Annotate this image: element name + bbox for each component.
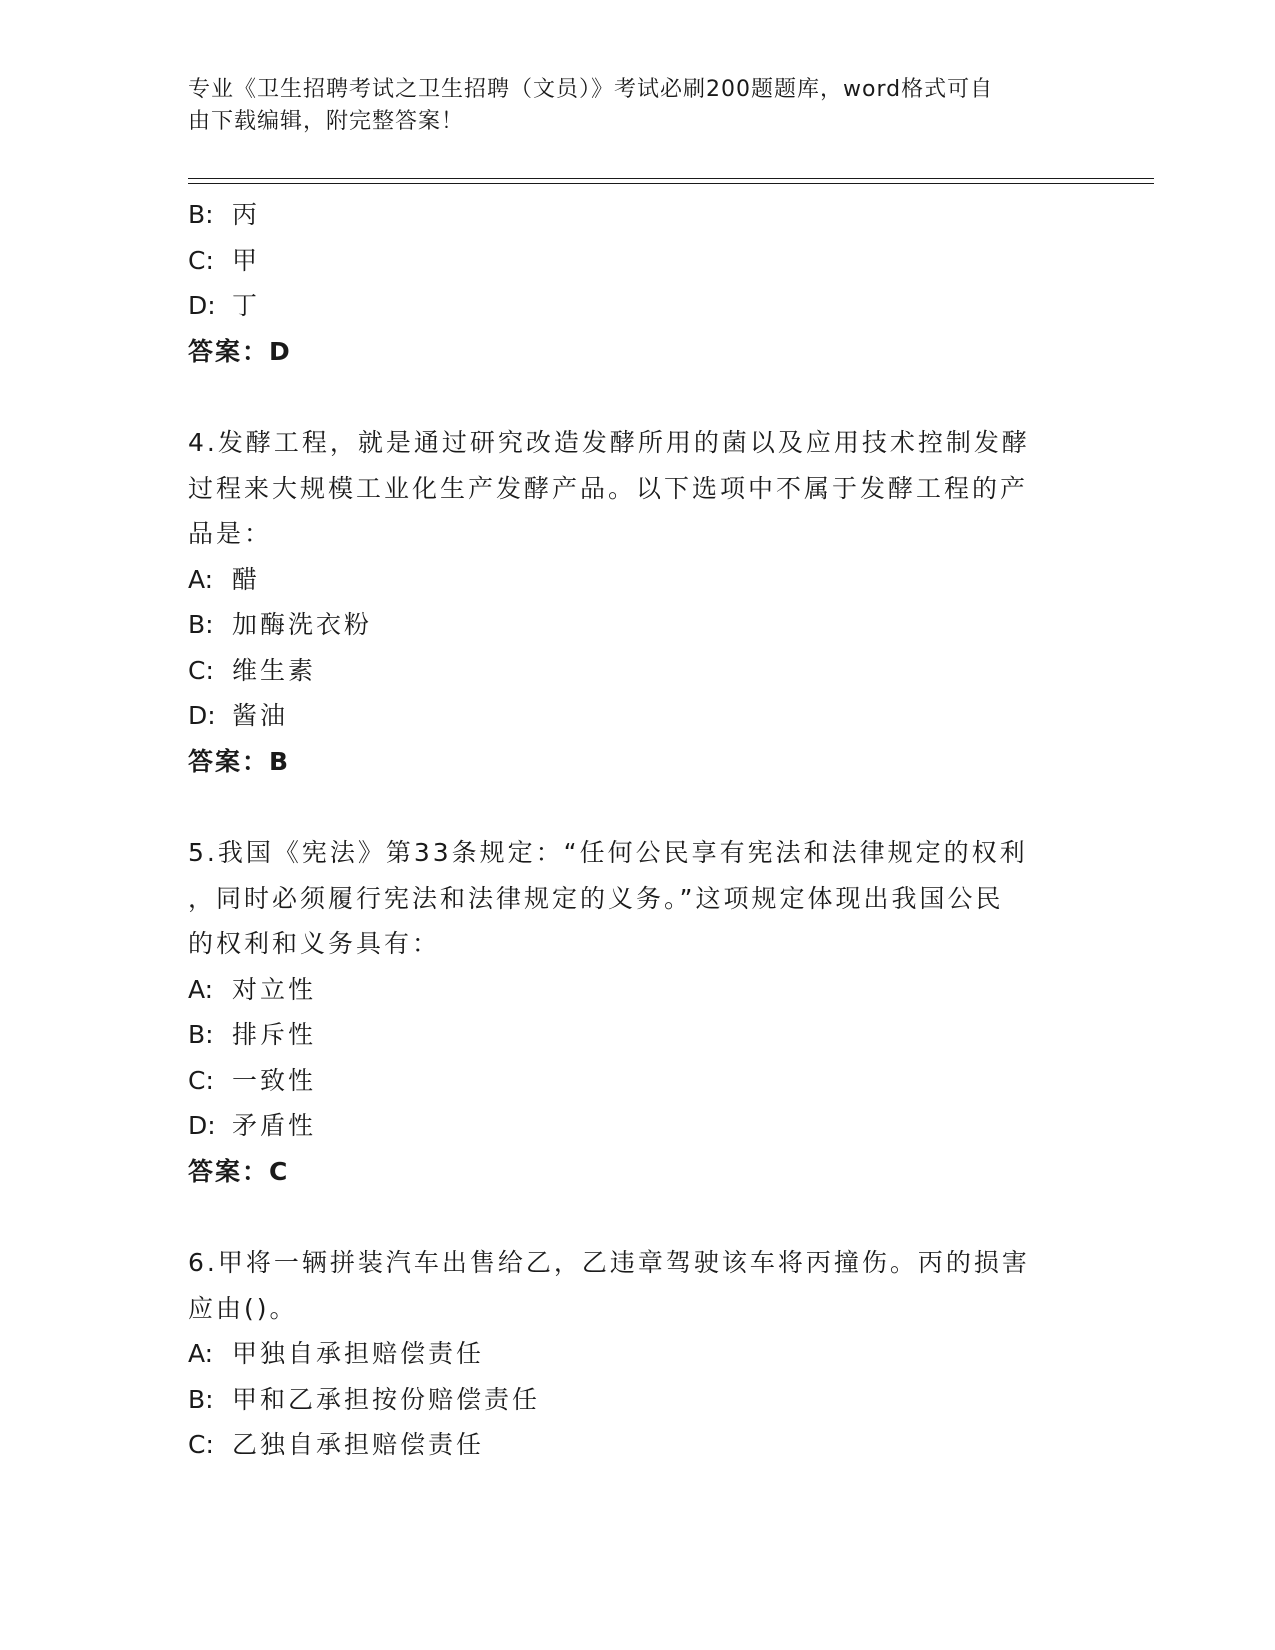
option-c [188, 238, 1088, 284]
option-text: 甲和乙承担按份赔偿责任 [232, 1384, 541, 1414]
document-header [188, 74, 1068, 138]
question-stem-line: 的权利和义务具有： [188, 929, 441, 958]
spacer [188, 784, 1088, 830]
spacer [188, 1194, 1088, 1240]
question-stem-line: ，同时必须履行宪法和法律规定的义务。”这项规定体现出我国公民 [188, 883, 1004, 913]
option-c [188, 648, 1088, 694]
option-label: A: [188, 1339, 214, 1368]
option-label: B: [188, 200, 214, 229]
spacer [188, 374, 1088, 420]
question-stem-line: 过程来大规模工业化生产发酵产品。以下选项中不属于发酵工程的产 [188, 473, 1029, 503]
option-a [188, 1331, 1088, 1377]
option-label: C: [188, 245, 214, 275]
option-b [188, 1012, 1088, 1058]
option-b [188, 192, 1088, 238]
option-label: C: [188, 1430, 214, 1459]
option-text: 甲独自承担赔偿责任 [232, 1339, 485, 1368]
question-stem-line: 5.我国《宪法》第33条规定：“任何公民享有宪法和法律规定的权利 [188, 838, 1028, 867]
option-label: A: [188, 974, 214, 1004]
option-b [188, 602, 1088, 648]
question-5 [188, 830, 1088, 1194]
option-text: 加酶洗衣粉 [232, 610, 373, 639]
question-stem-line: 4.发酵工程，就是通过研究改造发酵所用的菌以及应用技术控制发酵 [188, 428, 1030, 457]
option-d [188, 1103, 1088, 1149]
answer-line: 答案：C [188, 1156, 290, 1186]
document-body [188, 192, 1088, 1468]
option-label: D: [188, 701, 216, 730]
option-text: 丁 [232, 291, 261, 320]
question-4 [188, 420, 1088, 784]
option-text: 一致性 [232, 1065, 317, 1095]
option-label: B: [188, 1020, 214, 1049]
question-stem-line: 品是： [188, 519, 273, 548]
option-d [188, 283, 1088, 329]
header-divider-top [188, 178, 1154, 179]
option-a [188, 967, 1088, 1013]
option-text: 甲 [232, 245, 261, 275]
option-label: B: [188, 610, 214, 639]
option-text: 矛盾性 [232, 1111, 317, 1140]
header-line-1: 专业《卫生招聘考试之卫生招聘（文员）》考试必刷200题题库，word格式可自 [188, 77, 994, 102]
option-label: A: [188, 564, 214, 594]
option-label: B: [188, 1384, 214, 1414]
option-a [188, 557, 1088, 603]
option-label: C: [188, 655, 214, 685]
option-text: 丙 [232, 200, 261, 229]
question-3-continued [188, 192, 1088, 374]
option-label: D: [188, 291, 216, 320]
option-c [188, 1422, 1088, 1468]
header-divider-bottom [188, 183, 1154, 184]
question-stem-line: 6.甲将一辆拼装汽车出售给乙，乙违章驾驶该车将丙撞伤。丙的损害 [188, 1248, 1030, 1277]
option-c [188, 1058, 1088, 1104]
answer-line: 答案：B [188, 746, 291, 776]
question-stem-line: 应由()。 [188, 1293, 298, 1323]
option-label: D: [188, 1111, 216, 1140]
option-text: 酱油 [232, 701, 289, 730]
option-label: C: [188, 1065, 214, 1095]
option-text: 对立性 [232, 974, 317, 1004]
option-text: 排斥性 [232, 1020, 317, 1049]
question-6 [188, 1240, 1088, 1468]
answer-line: 答案：D [188, 336, 292, 366]
option-text: 维生素 [232, 655, 317, 685]
option-b [188, 1377, 1088, 1423]
option-text: 醋 [232, 564, 261, 594]
option-text: 乙独自承担赔偿责任 [232, 1430, 485, 1459]
option-d [188, 693, 1088, 739]
header-line-2: 由下载编辑，附完整答案！ [188, 109, 465, 134]
